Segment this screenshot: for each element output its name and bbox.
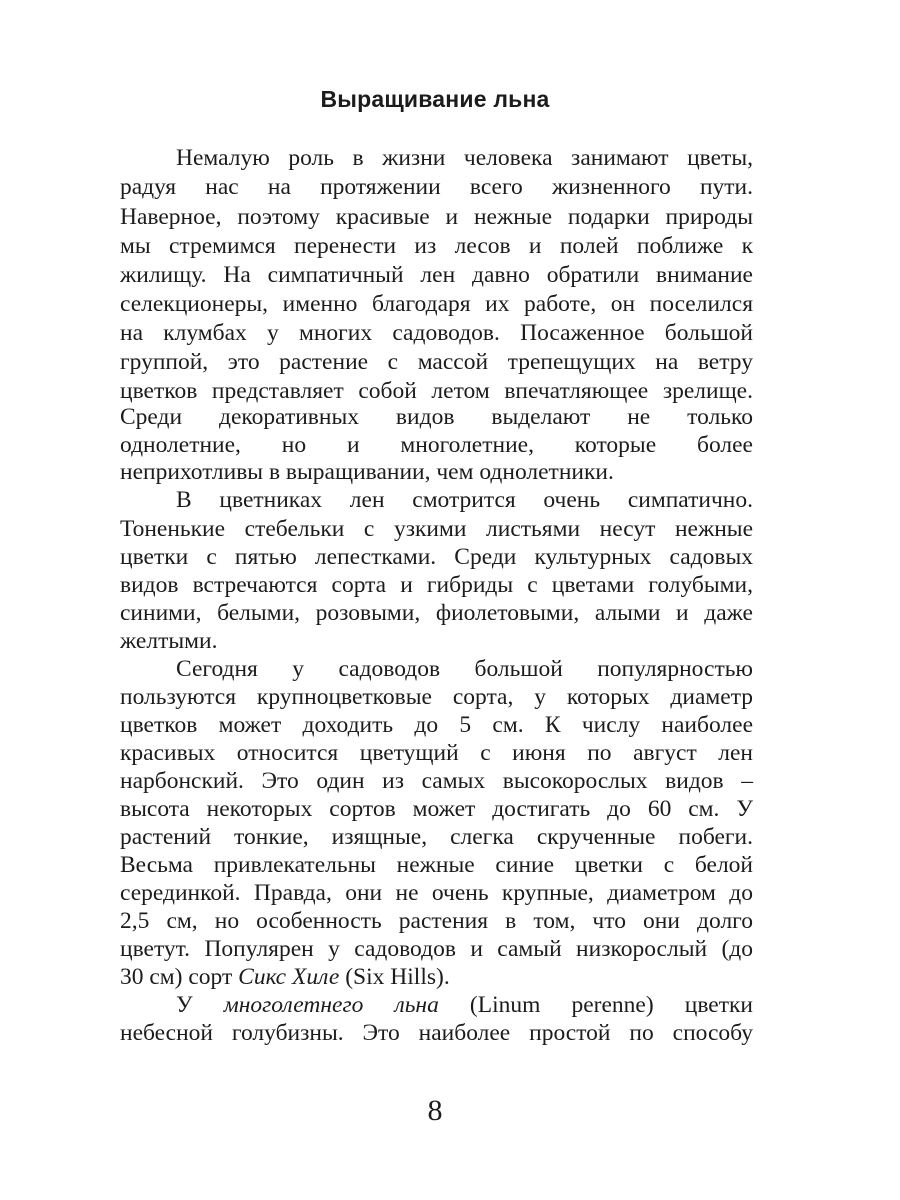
paragraph-line	[120, 963, 753, 991]
paragraph-line: Сегодня у садоводов большой популярностью	[176, 656, 753, 682]
text-run: (Six Hills).	[339, 964, 450, 990]
page-title: Выращивание льна	[320, 86, 550, 112]
italic-term: многолетнего льна	[223, 992, 439, 1018]
paragraph-line: синими, белыми, розовыми, фиолетовыми, алыми и даже	[120, 600, 753, 626]
paragraph-line: однолетние, но и многолетние, которые более	[120, 432, 753, 458]
paragraph-line: 2,5 см, но особенность растения в том, что они долго	[120, 908, 753, 934]
paragraph-line: высота некоторых сортов может достигать до 60 см. У	[120, 796, 753, 822]
paragraph-line: красивых относится цветущий с июня по август лен	[120, 740, 753, 766]
paragraph-line: цветки с пятью лепестками. Среди культурных садовых	[120, 544, 753, 570]
paragraph-line: на клумбах у многих садоводов. Посаженное большой	[120, 320, 753, 346]
paragraph-line: мы стремимся перенести из лесов и полей поближе к	[120, 233, 753, 259]
paragraph-line: видов встречаются сорта и гибриды с цветами голубыми,	[120, 572, 753, 598]
paragraph-line: цветут. Популярен у садоводов и самый низкорослый (до	[120, 936, 753, 962]
paragraph-line: нарбонский. Это один из самых высокорослых видов –	[120, 768, 753, 794]
paragraph-line: пользуются крупноцветковые сорта, у которых диаметр	[120, 684, 753, 710]
paragraph-line: жилищу. На симпатичный лен давно обратили внимание	[120, 262, 753, 288]
paragraph-line: селекционеры, именно благодаря их работе, он поселился	[120, 291, 753, 317]
page-number: 8	[427, 1094, 443, 1127]
paragraph-line: растений тонкие, изящные, слегка скрученные побеги.	[120, 824, 753, 850]
paragraph-line: Наверное, поэтому красивые и нежные подарки природы	[120, 204, 753, 230]
paragraph-line: Весьма привлекательны нежные синие цветки с белой	[120, 852, 753, 878]
paragraph-line: желтыми.	[120, 628, 218, 654]
text-run: (Linum perenne) цветки	[438, 992, 753, 1018]
paragraph-line: Немалую роль в жизни человека занимают цветы,	[176, 145, 753, 171]
paragraph-line: небесной голубизны. Это наиболее простой по способу	[120, 1020, 753, 1046]
italic-term: Сикс Хиле	[238, 964, 340, 990]
paragraph-line: цветков может доходить до 5 см. К числу наиболее	[120, 712, 753, 738]
text-run: У	[176, 992, 224, 1018]
paragraph-line: серединкой. Правда, они не очень крупные, диаметром до	[120, 880, 753, 906]
text-run: 30 см) сорт	[120, 964, 239, 990]
paragraph-line: Среди декоративных видов выделают не только	[120, 404, 753, 430]
paragraph-line: Тоненькие стебельки с узкими листьями несут нежные	[120, 516, 753, 542]
paragraph-line: цветков представляет собой летом впечатляющее зрелище.	[120, 378, 753, 404]
paragraph-line: неприхотливы в выращивании, чем однолетники.	[120, 459, 614, 485]
paragraph-line: радуя нас на протяжении всего жизненного пути.	[120, 174, 753, 200]
paragraph-line: группой, это растение с массой трепещущих на ветру	[120, 349, 753, 375]
paragraph-line: В цветниках лен смотрится очень симпатично.	[176, 487, 753, 513]
paragraph-line	[176, 991, 753, 1019]
